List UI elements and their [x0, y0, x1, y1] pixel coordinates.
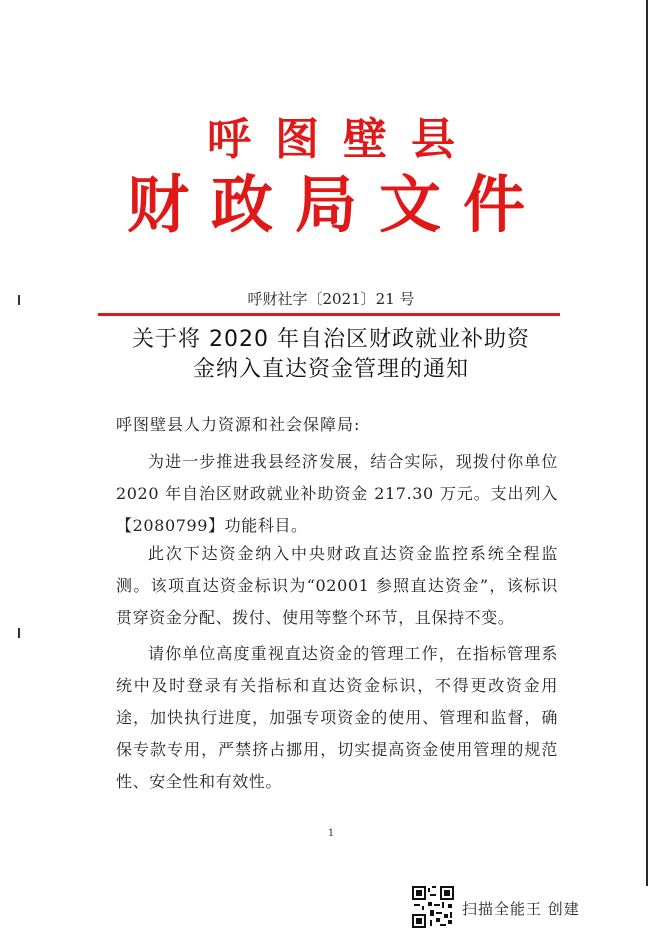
- scanner-watermark-label: 扫描全能王 创建: [462, 900, 580, 918]
- document-number: 呼财社字〔2021〕21 号: [247, 290, 415, 308]
- red-divider-line: [98, 313, 560, 316]
- qr-code-icon: [412, 886, 454, 928]
- document-title-line-2: 金纳入直达资金管理的通知: [192, 357, 469, 382]
- body-paragraph-1: 为进一步推进我县经济发展，结合实际，现拨付你单位 2020 年自治区财政就业补助资金 217.30 万元。支出列入【2080799】功能科目。: [116, 452, 558, 535]
- issuing-county: 呼图壁县: [207, 114, 479, 165]
- body-paragraph-3: 请你单位高度重视直达资金的管理工作，在指标管理系统中及时登录有关指标和直达资金标识，不得更改资金用途，加快执行进度，加强专项资金的使用、管理和监督，确保专款专用，严禁挤占挪用，切实提高资金使用管理的规范性、安全性和有效性。: [116, 644, 558, 791]
- recipient-salutation: 呼图壁县人力资源和社会保障局:: [116, 415, 361, 434]
- issuing-office: 财政局文件: [126, 168, 547, 241]
- page-number: 1: [327, 828, 335, 839]
- binding-mark: [18, 628, 20, 638]
- document-title-line-1: 关于将 2020 年自治区财政就业补助资: [132, 327, 530, 352]
- body-paragraph-2: 此次下达资金纳入中央财政直达资金监控系统全程监测。该项直达资金标识为“02001 参照直达资金”，该标识贯穿资金分配、拨付、使用等整个环节，且保持不变。: [116, 544, 558, 627]
